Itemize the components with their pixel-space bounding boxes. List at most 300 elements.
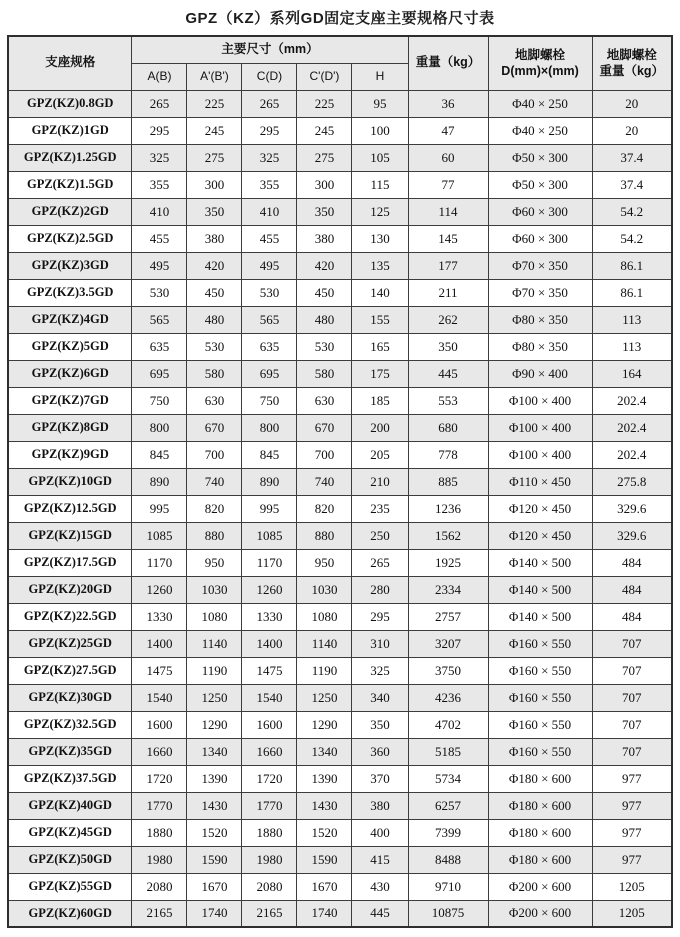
column-header-spec: 支座规格 [8,36,132,90]
dim-a-cell: 635 [132,333,187,360]
spec-cell: GPZ(KZ)1.5GD [8,171,132,198]
dim-a-prime-cell: 480 [187,306,242,333]
anchor-bolt-cell: Φ180 × 600 [488,846,592,873]
table-row [8,603,672,630]
dim-c-cell: 1400 [242,630,297,657]
dim-a-prime-cell: 420 [187,252,242,279]
weight-cell: 3207 [408,630,488,657]
bolt-weight-cell: 86.1 [592,252,672,279]
anchor-bolt-cell: Φ100 × 400 [488,387,592,414]
anchor-bolt-cell: Φ140 × 500 [488,603,592,630]
bolt-weight-cell: 1205 [592,873,672,900]
dim-a-prime-cell: 380 [187,225,242,252]
bolt-weight-cell: 707 [592,738,672,765]
weight-cell: 7399 [408,819,488,846]
dim-c-cell: 2080 [242,873,297,900]
dim-c-prime-cell: 420 [297,252,352,279]
page-title: GPZ（KZ）系列GD固定支座主要规格尺寸表 [185,10,495,27]
dim-c-cell: 2165 [242,900,297,927]
dim-c-cell: 800 [242,414,297,441]
dim-c-cell: 565 [242,306,297,333]
anchor-bolt-cell: Φ160 × 550 [488,711,592,738]
anchor-bolt-cell: Φ50 × 300 [488,144,592,171]
dim-c-prime-cell: 245 [297,117,352,144]
anchor-bolt-cell: Φ160 × 550 [488,630,592,657]
dim-h-cell: 265 [352,549,408,576]
dim-c-cell: 495 [242,252,297,279]
table-row [8,846,672,873]
weight-cell: 680 [408,414,488,441]
dim-c-cell: 1085 [242,522,297,549]
dim-a-cell: 1720 [132,765,187,792]
dim-a-prime-cell: 245 [187,117,242,144]
dim-h-cell: 340 [352,684,408,711]
table-row [8,765,672,792]
dim-a-prime-cell: 820 [187,495,242,522]
dim-c-prime-cell: 740 [297,468,352,495]
spec-cell: GPZ(KZ)4GD [8,306,132,333]
dim-h-cell: 155 [352,306,408,333]
table-row [8,468,672,495]
weight-cell: 3750 [408,657,488,684]
dim-c-cell: 750 [242,387,297,414]
dim-a-prime-cell: 1340 [187,738,242,765]
anchor-bolt-cell: Φ40 × 250 [488,117,592,144]
table-row [8,252,672,279]
table-row [8,819,672,846]
anchor-bolt-cell: Φ140 × 500 [488,576,592,603]
weight-cell: 5185 [408,738,488,765]
dim-a-cell: 750 [132,387,187,414]
dim-c-prime-cell: 1740 [297,900,352,927]
dim-h-cell: 125 [352,198,408,225]
dim-a-cell: 265 [132,90,187,117]
dim-c-prime-cell: 880 [297,522,352,549]
dim-c-cell: 845 [242,441,297,468]
bolt-weight-cell: 202.4 [592,387,672,414]
dim-c-prime-cell: 380 [297,225,352,252]
dim-a-cell: 1330 [132,603,187,630]
dim-a-cell: 2080 [132,873,187,900]
column-header-dim-c: C(D) [242,63,297,90]
dim-a-cell: 355 [132,171,187,198]
dim-a-prime-cell: 1430 [187,792,242,819]
dim-h-cell: 140 [352,279,408,306]
dim-h-cell: 210 [352,468,408,495]
dim-h-cell: 250 [352,522,408,549]
dim-c-cell: 1770 [242,792,297,819]
bolt-weight-cell: 37.4 [592,171,672,198]
spec-cell: GPZ(KZ)30GD [8,684,132,711]
table-row [8,90,672,117]
dim-a-prime-cell: 1520 [187,819,242,846]
dim-c-cell: 1980 [242,846,297,873]
dim-a-prime-cell: 700 [187,441,242,468]
weight-cell: 445 [408,360,488,387]
dim-h-cell: 235 [352,495,408,522]
anchor-bolt-header-line1: 地脚螺栓 [515,48,566,62]
dim-c-prime-cell: 275 [297,144,352,171]
weight-cell: 211 [408,279,488,306]
spec-cell: GPZ(KZ)7GD [8,387,132,414]
spec-cell: GPZ(KZ)1GD [8,117,132,144]
weight-cell: 6257 [408,792,488,819]
dim-h-cell: 280 [352,576,408,603]
dim-a-prime-cell: 1250 [187,684,242,711]
dim-c-prime-cell: 300 [297,171,352,198]
dim-h-cell: 135 [352,252,408,279]
spec-cell: GPZ(KZ)37.5GD [8,765,132,792]
dim-h-cell: 360 [352,738,408,765]
dim-c-prime-cell: 1590 [297,846,352,873]
anchor-bolt-cell: Φ120 × 450 [488,522,592,549]
spec-cell: GPZ(KZ)20GD [8,576,132,603]
anchor-bolt-cell: Φ100 × 400 [488,414,592,441]
dim-h-cell: 325 [352,657,408,684]
dim-c-cell: 325 [242,144,297,171]
bolt-weight-cell: 20 [592,117,672,144]
dim-a-cell: 455 [132,225,187,252]
spec-cell: GPZ(KZ)35GD [8,738,132,765]
table-row [8,711,672,738]
table-row [8,225,672,252]
table-row [8,144,672,171]
table-row [8,171,672,198]
bolt-weight-cell: 202.4 [592,441,672,468]
anchor-bolt-header-line2: D(mm)×(mm) [501,64,579,79]
anchor-bolt-cell: Φ200 × 600 [488,900,592,927]
bolt-weight-cell: 977 [592,765,672,792]
weight-cell: 1925 [408,549,488,576]
dim-a-prime-cell: 1590 [187,846,242,873]
column-header-bolt-weight [592,36,672,90]
anchor-bolt-cell: Φ200 × 600 [488,873,592,900]
anchor-bolt-cell: Φ160 × 550 [488,684,592,711]
dim-a-cell: 1600 [132,711,187,738]
dim-c-prime-cell: 480 [297,306,352,333]
weight-cell: 1236 [408,495,488,522]
table-row [8,279,672,306]
dim-a-cell: 1770 [132,792,187,819]
anchor-bolt-cell: Φ40 × 250 [488,90,592,117]
anchor-bolt-cell: Φ80 × 350 [488,306,592,333]
bolt-weight-cell: 329.6 [592,495,672,522]
dim-h-cell: 400 [352,819,408,846]
dim-c-prime-cell: 225 [297,90,352,117]
dim-a-prime-cell: 1190 [187,657,242,684]
table-row [8,549,672,576]
bolt-weight-cell: 329.6 [592,522,672,549]
dim-c-cell: 995 [242,495,297,522]
dim-h-cell: 115 [352,171,408,198]
dim-h-cell: 100 [352,117,408,144]
dim-a-cell: 695 [132,360,187,387]
anchor-bolt-cell: Φ70 × 350 [488,279,592,306]
table-header [8,36,672,90]
weight-cell: 2757 [408,603,488,630]
dim-a-cell: 1085 [132,522,187,549]
table-row [8,117,672,144]
table-row [8,198,672,225]
anchor-bolt-cell: Φ160 × 550 [488,738,592,765]
table-row [8,522,672,549]
dim-c-cell: 1330 [242,603,297,630]
table-row [8,792,672,819]
anchor-bolt-cell: Φ80 × 350 [488,333,592,360]
dim-a-cell: 2165 [132,900,187,927]
dim-c-prime-cell: 670 [297,414,352,441]
dim-h-cell: 295 [352,603,408,630]
dim-h-cell: 185 [352,387,408,414]
dim-a-prime-cell: 1670 [187,873,242,900]
dim-c-prime-cell: 1670 [297,873,352,900]
weight-cell: 4702 [408,711,488,738]
dim-c-cell: 295 [242,117,297,144]
dim-a-cell: 1400 [132,630,187,657]
dim-a-prime-cell: 1290 [187,711,242,738]
table-row [8,306,672,333]
spec-cell: GPZ(KZ)0.8GD [8,90,132,117]
dim-c-prime-cell: 1290 [297,711,352,738]
table-row [8,576,672,603]
dim-h-cell: 380 [352,792,408,819]
anchor-bolt-cell: Φ90 × 400 [488,360,592,387]
dim-c-cell: 695 [242,360,297,387]
bolt-weight-header-line1: 地脚螺栓 [606,48,657,62]
bolt-weight-cell: 113 [592,306,672,333]
dim-c-cell: 455 [242,225,297,252]
dim-c-cell: 1475 [242,657,297,684]
bolt-weight-cell: 1205 [592,900,672,927]
dim-a-cell: 995 [132,495,187,522]
dim-c-prime-cell: 950 [297,549,352,576]
spec-cell: GPZ(KZ)22.5GD [8,603,132,630]
dim-h-cell: 430 [352,873,408,900]
bolt-weight-cell: 484 [592,549,672,576]
anchor-bolt-cell: Φ60 × 300 [488,225,592,252]
bolt-weight-cell: 707 [592,711,672,738]
bolt-weight-cell: 707 [592,630,672,657]
spec-cell: GPZ(KZ)32.5GD [8,711,132,738]
spec-cell: GPZ(KZ)6GD [8,360,132,387]
weight-cell: 2334 [408,576,488,603]
spec-cell: GPZ(KZ)15GD [8,522,132,549]
dim-h-cell: 200 [352,414,408,441]
weight-cell: 77 [408,171,488,198]
anchor-bolt-cell: Φ100 × 400 [488,441,592,468]
dim-a-prime-cell: 670 [187,414,242,441]
spec-cell: GPZ(KZ)40GD [8,792,132,819]
dim-c-prime-cell: 1030 [297,576,352,603]
anchor-bolt-cell: Φ60 × 300 [488,198,592,225]
weight-cell: 553 [408,387,488,414]
table-row [8,873,672,900]
dim-c-cell: 265 [242,90,297,117]
dim-c-cell: 1540 [242,684,297,711]
dim-h-cell: 415 [352,846,408,873]
spec-cell: GPZ(KZ)2.5GD [8,225,132,252]
dim-c-prime-cell: 630 [297,387,352,414]
anchor-bolt-cell: Φ180 × 600 [488,765,592,792]
weight-cell: 9710 [408,873,488,900]
dim-a-prime-cell: 1030 [187,576,242,603]
weight-cell: 47 [408,117,488,144]
spec-cell: GPZ(KZ)17.5GD [8,549,132,576]
table-row [8,333,672,360]
weight-cell: 10875 [408,900,488,927]
anchor-bolt-cell: Φ140 × 500 [488,549,592,576]
dim-a-cell: 1260 [132,576,187,603]
table-row [8,684,672,711]
dim-h-cell: 165 [352,333,408,360]
weight-cell: 350 [408,333,488,360]
weight-cell: 177 [408,252,488,279]
spec-cell: GPZ(KZ)9GD [8,441,132,468]
dim-a-prime-cell: 1390 [187,765,242,792]
spec-cell: GPZ(KZ)45GD [8,819,132,846]
dim-c-cell: 1720 [242,765,297,792]
dim-c-prime-cell: 1520 [297,819,352,846]
weight-cell: 778 [408,441,488,468]
bolt-weight-cell: 977 [592,792,672,819]
spec-cell: GPZ(KZ)5GD [8,333,132,360]
dim-c-prime-cell: 1430 [297,792,352,819]
anchor-bolt-cell: Φ50 × 300 [488,171,592,198]
dim-a-cell: 890 [132,468,187,495]
dim-h-cell: 370 [352,765,408,792]
dim-c-cell: 1660 [242,738,297,765]
dim-c-prime-cell: 450 [297,279,352,306]
dim-c-prime-cell: 1190 [297,657,352,684]
weight-cell: 60 [408,144,488,171]
dim-a-cell: 410 [132,198,187,225]
dim-a-prime-cell: 1140 [187,630,242,657]
column-header-dim-c-prime: C'(D') [297,63,352,90]
dim-a-prime-cell: 950 [187,549,242,576]
weight-cell: 8488 [408,846,488,873]
weight-cell: 4236 [408,684,488,711]
bolt-weight-cell: 37.4 [592,144,672,171]
dim-c-cell: 1600 [242,711,297,738]
bolt-weight-cell: 484 [592,576,672,603]
dim-a-prime-cell: 740 [187,468,242,495]
column-header-dim-a-prime: A'(B') [187,63,242,90]
spec-cell: GPZ(KZ)12.5GD [8,495,132,522]
table-row [8,360,672,387]
dim-c-cell: 1260 [242,576,297,603]
dim-a-prime-cell: 275 [187,144,242,171]
dim-h-cell: 445 [352,900,408,927]
table-row [8,900,672,927]
bolt-weight-cell: 54.2 [592,198,672,225]
spec-cell: GPZ(KZ)55GD [8,873,132,900]
table-body [8,90,672,927]
dim-a-cell: 295 [132,117,187,144]
bolt-weight-header-line2: 重量（kg） [599,64,665,79]
weight-cell: 5734 [408,765,488,792]
dim-c-prime-cell: 1340 [297,738,352,765]
dim-c-cell: 410 [242,198,297,225]
dim-a-prime-cell: 1080 [187,603,242,630]
dim-a-cell: 845 [132,441,187,468]
dim-a-prime-cell: 580 [187,360,242,387]
table-row [8,657,672,684]
dim-a-cell: 1170 [132,549,187,576]
dim-c-prime-cell: 700 [297,441,352,468]
dim-h-cell: 130 [352,225,408,252]
anchor-bolt-cell: Φ180 × 600 [488,792,592,819]
dim-c-prime-cell: 1250 [297,684,352,711]
dim-c-prime-cell: 580 [297,360,352,387]
dim-a-prime-cell: 630 [187,387,242,414]
spec-cell: GPZ(KZ)50GD [8,846,132,873]
bolt-weight-cell: 707 [592,684,672,711]
anchor-bolt-cell: Φ160 × 550 [488,657,592,684]
dim-a-cell: 495 [132,252,187,279]
dim-h-cell: 105 [352,144,408,171]
column-header-weight: 重量（kg） [408,36,488,90]
bolt-weight-cell: 164 [592,360,672,387]
spec-cell: GPZ(KZ)10GD [8,468,132,495]
dim-h-cell: 95 [352,90,408,117]
header-row-top [8,36,672,63]
column-header-dim-a: A(B) [132,63,187,90]
dim-a-prime-cell: 350 [187,198,242,225]
bolt-weight-cell: 202.4 [592,414,672,441]
dim-c-prime-cell: 1080 [297,603,352,630]
column-header-dim-h: H [352,63,408,90]
spec-cell: GPZ(KZ)3GD [8,252,132,279]
spec-cell: GPZ(KZ)60GD [8,900,132,927]
dim-h-cell: 350 [352,711,408,738]
dim-a-prime-cell: 300 [187,171,242,198]
table-row [8,414,672,441]
dim-c-cell: 635 [242,333,297,360]
bolt-weight-cell: 707 [592,657,672,684]
dim-c-prime-cell: 1140 [297,630,352,657]
dim-c-prime-cell: 530 [297,333,352,360]
dim-h-cell: 310 [352,630,408,657]
dim-a-cell: 530 [132,279,187,306]
dim-a-cell: 565 [132,306,187,333]
table-row [8,495,672,522]
dim-a-cell: 1475 [132,657,187,684]
column-header-anchor-bolt [488,36,592,90]
spec-cell: GPZ(KZ)27.5GD [8,657,132,684]
table-row [8,441,672,468]
dim-c-cell: 890 [242,468,297,495]
spec-cell: GPZ(KZ)25GD [8,630,132,657]
anchor-bolt-cell: Φ70 × 350 [488,252,592,279]
spec-cell: GPZ(KZ)3.5GD [8,279,132,306]
spec-cell: GPZ(KZ)8GD [8,414,132,441]
spec-cell: GPZ(KZ)2GD [8,198,132,225]
column-group-main-dimensions: 主要尺寸（mm） [132,36,408,63]
table-row [8,387,672,414]
bolt-weight-cell: 54.2 [592,225,672,252]
bolt-weight-cell: 484 [592,603,672,630]
spec-table [7,35,673,928]
table-row [8,630,672,657]
bolt-weight-cell: 86.1 [592,279,672,306]
dim-a-cell: 1980 [132,846,187,873]
bolt-weight-cell: 977 [592,846,672,873]
dim-c-cell: 355 [242,171,297,198]
bolt-weight-cell: 977 [592,819,672,846]
spec-cell: GPZ(KZ)1.25GD [8,144,132,171]
dim-c-prime-cell: 1390 [297,765,352,792]
dim-c-prime-cell: 350 [297,198,352,225]
